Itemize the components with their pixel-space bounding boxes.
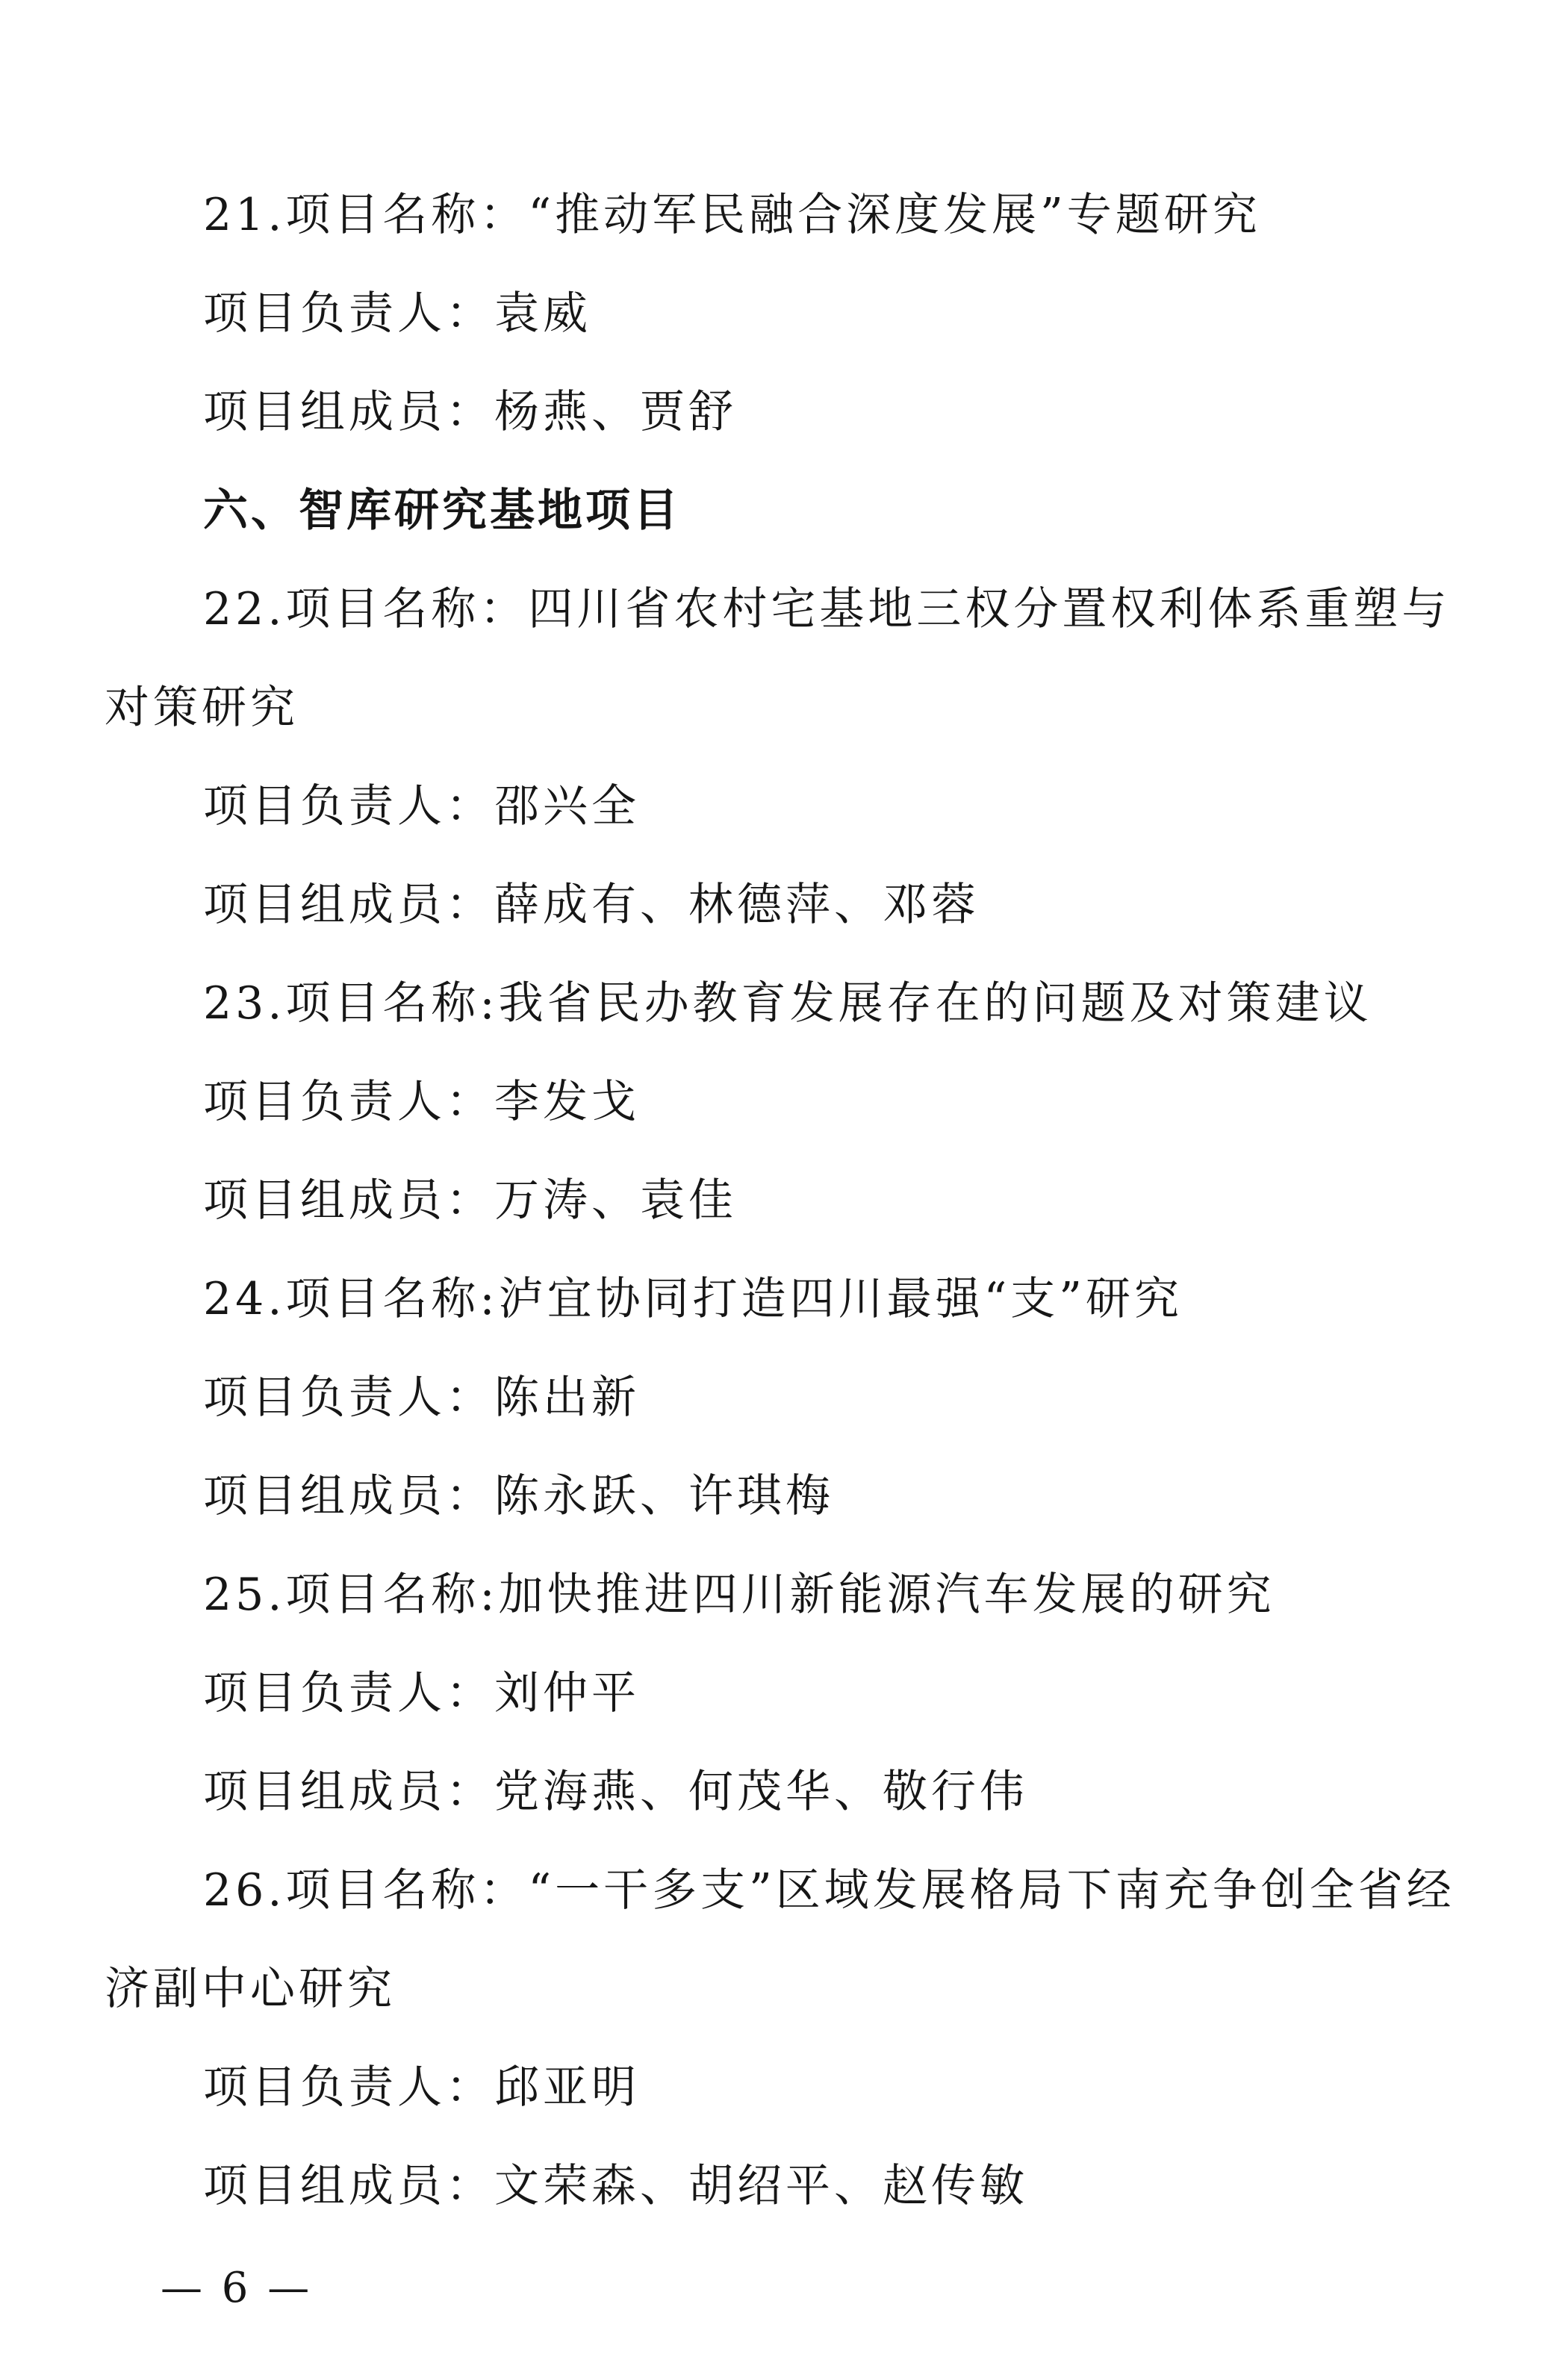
project-26-leader: 项目负责人：邱亚明 (203, 2061, 640, 2114)
project-24-members: 项目组成员：陈永跃、许琪梅 (203, 1470, 834, 1522)
project-25-members: 项目组成员：党海燕、何茂华、敬行伟 (203, 1766, 1028, 1818)
project-24-leader: 项目负责人：陈出新 (203, 1372, 640, 1424)
project-21-members: 项目组成员：杨燕、贾舒 (203, 386, 737, 438)
project-24-name: 24.项目名称:泸宜协同打造四川最强“支”研究 (203, 1273, 1183, 1325)
project-22-name: 22.项目名称：四川省农村宅基地三权分置权利体系重塑与 (203, 583, 1451, 635)
project-23-members: 项目组成员：万涛、袁佳 (203, 1174, 737, 1227)
project-22-name-continued: 对策研究 (105, 682, 299, 734)
page-number: — 6 — (161, 2264, 313, 2312)
project-26-name: 26.项目名称：“一干多支”区域发展格局下南充争创全省经 (203, 1864, 1455, 1917)
project-21-name: 21.项目名称：“推动军民融合深度发展”专题研究 (203, 189, 1261, 241)
project-26-name-continued: 济副中心研究 (105, 1963, 396, 2015)
project-22-members: 项目组成员：薛成有、林德萍、邓蓉 (203, 879, 980, 931)
section-heading: 六、智库研究基地项目 (203, 485, 681, 537)
project-23-leader: 项目负责人：李发戈 (203, 1076, 640, 1128)
project-25-leader: 项目负责人：刘仲平 (203, 1667, 640, 1719)
project-25-name: 25.项目名称:加快推进四川新能源汽车发展的研究 (203, 1569, 1275, 1621)
project-26-members: 项目组成员：文荣森、胡绍平、赵传敏 (203, 2160, 1028, 2212)
project-21-leader: 项目负责人：袁威 (203, 287, 591, 340)
project-23-name: 23.项目名称:我省民办教育发展存在的问题及对策建议 (203, 977, 1372, 1030)
project-22-leader: 项目负责人：邵兴全 (203, 780, 640, 832)
